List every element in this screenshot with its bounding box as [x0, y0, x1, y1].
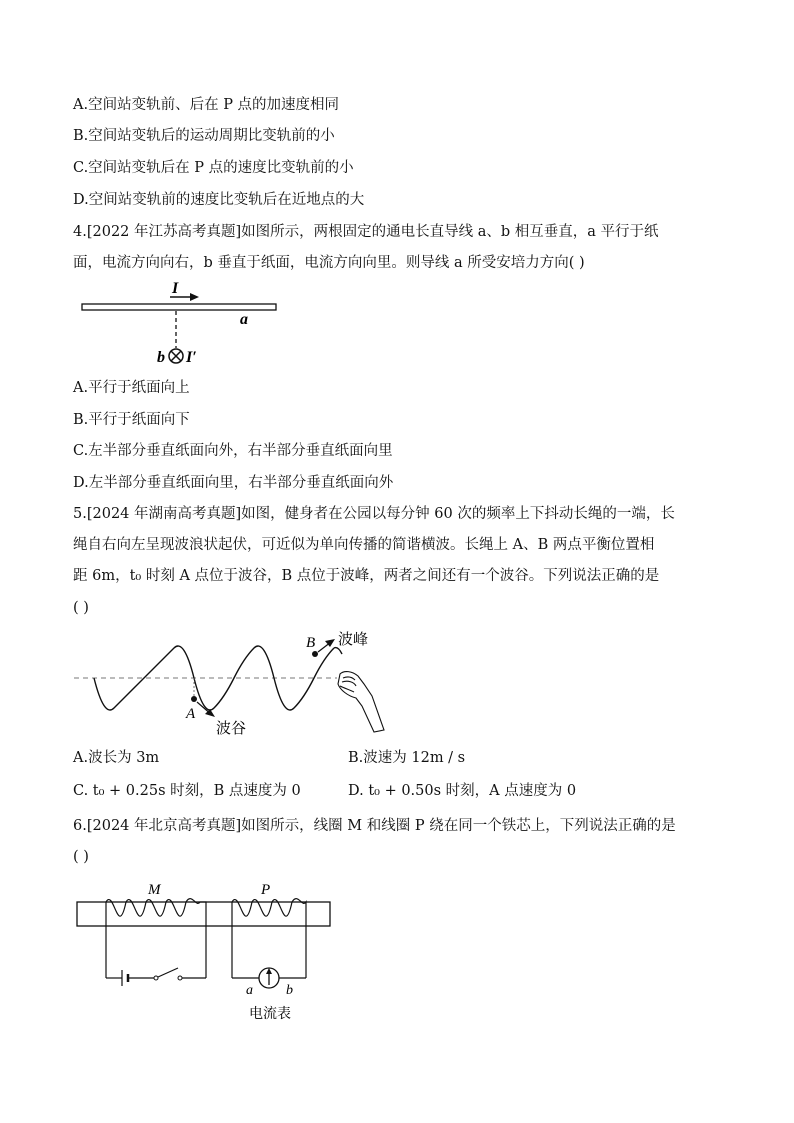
q5-option-a: A.波长为 3m	[73, 750, 160, 766]
current-label-i: I	[172, 280, 179, 297]
q4-option-a: A.平行于纸面向上	[73, 380, 190, 396]
wire-b-label: b	[157, 349, 165, 366]
option-b: B.空间站变轨后的运动周期比变轨前的小	[73, 128, 335, 144]
wire-a	[82, 304, 276, 310]
wire-a-label: a	[240, 311, 248, 328]
q6-coil-figure	[74, 878, 336, 1028]
point-a-dot	[191, 696, 197, 702]
q4-wire-figure	[75, 280, 295, 370]
label-trough: 波谷	[216, 721, 247, 737]
q4-stem-line2: 面，电流方向向右，b 垂直于纸面，电流方向向里。则导线 a 所受安培力方向( )	[73, 255, 585, 271]
q4-option-d: D.左半部分垂直纸面向里，右半部分垂直纸面向外	[73, 475, 394, 491]
switch-blade	[158, 968, 178, 977]
q5-stem-line4: ( )	[73, 600, 89, 616]
terminal-b-label: b	[286, 983, 293, 998]
coil-m-windings	[106, 899, 206, 926]
q4-option-c: C.左半部分垂直纸面向外，右半部分垂直纸面向里	[73, 443, 393, 459]
q5-option-c: C. t₀ + 0.25s 时刻，B 点速度为 0	[73, 783, 301, 799]
q4-stem-line1: 4.[2022 年江苏高考真题]如图所示，两根固定的通电长直导线 a、b 相互垂直，a 平行于纸	[73, 224, 659, 240]
q4-option-b: B.平行于纸面向下	[73, 412, 190, 428]
point-b-label: B	[306, 635, 316, 651]
q6-stem-line1: 6.[2024 年北京高考真题]如图所示，线圈 M 和线圈 P 绕在同一个铁芯上，下列说法正确的是	[73, 818, 676, 834]
q5-option-b: B.波速为 12m / s	[348, 750, 466, 766]
hand-icon	[338, 672, 384, 732]
current-arrow-head	[190, 293, 199, 301]
q5-stem-line1: 5.[2024 年湖南高考真题]如图，健身者在公园以每分钟 60 次的频率上下抖动长绳的一端，长	[73, 506, 675, 522]
coil-p-label: P	[261, 882, 271, 898]
q5-wave-figure	[72, 626, 402, 741]
rope-end	[334, 648, 342, 654]
point-a-label: A	[186, 706, 196, 722]
coil-p-windings	[232, 899, 306, 926]
label-crest: 波峰	[338, 632, 369, 648]
coil-m-label: M	[148, 882, 161, 898]
iron-core	[77, 902, 330, 926]
q5-option-d: D. t₀ + 0.50s 时刻，A 点速度为 0	[348, 783, 577, 799]
point-b-dot	[312, 651, 318, 657]
option-c: C.空间站变轨后在 P 点的速度比变轨前的小	[73, 160, 354, 176]
q5-stem-line3: 距 6m，t₀ 时刻 A 点位于波谷，B 点位于波峰，两者之间还有一个波谷。下列说法正确的是	[73, 568, 660, 584]
current-label-i-prime: I′	[186, 349, 197, 366]
ammeter-label: 电流表	[249, 1007, 291, 1022]
q5-stem-line2: 绳自右向左呈现波浪状起伏，可近似为单向传播的简谐横波。长绳上 A、B 两点平衡位置相	[73, 537, 655, 553]
option-d: D.空间站变轨前的速度比变轨后在近地点的大	[73, 192, 365, 208]
option-a: A.空间站变轨前、后在 P 点的加速度相同	[73, 97, 340, 113]
terminal-a-label: a	[246, 983, 253, 998]
q6-stem-line2: ( )	[73, 849, 89, 865]
